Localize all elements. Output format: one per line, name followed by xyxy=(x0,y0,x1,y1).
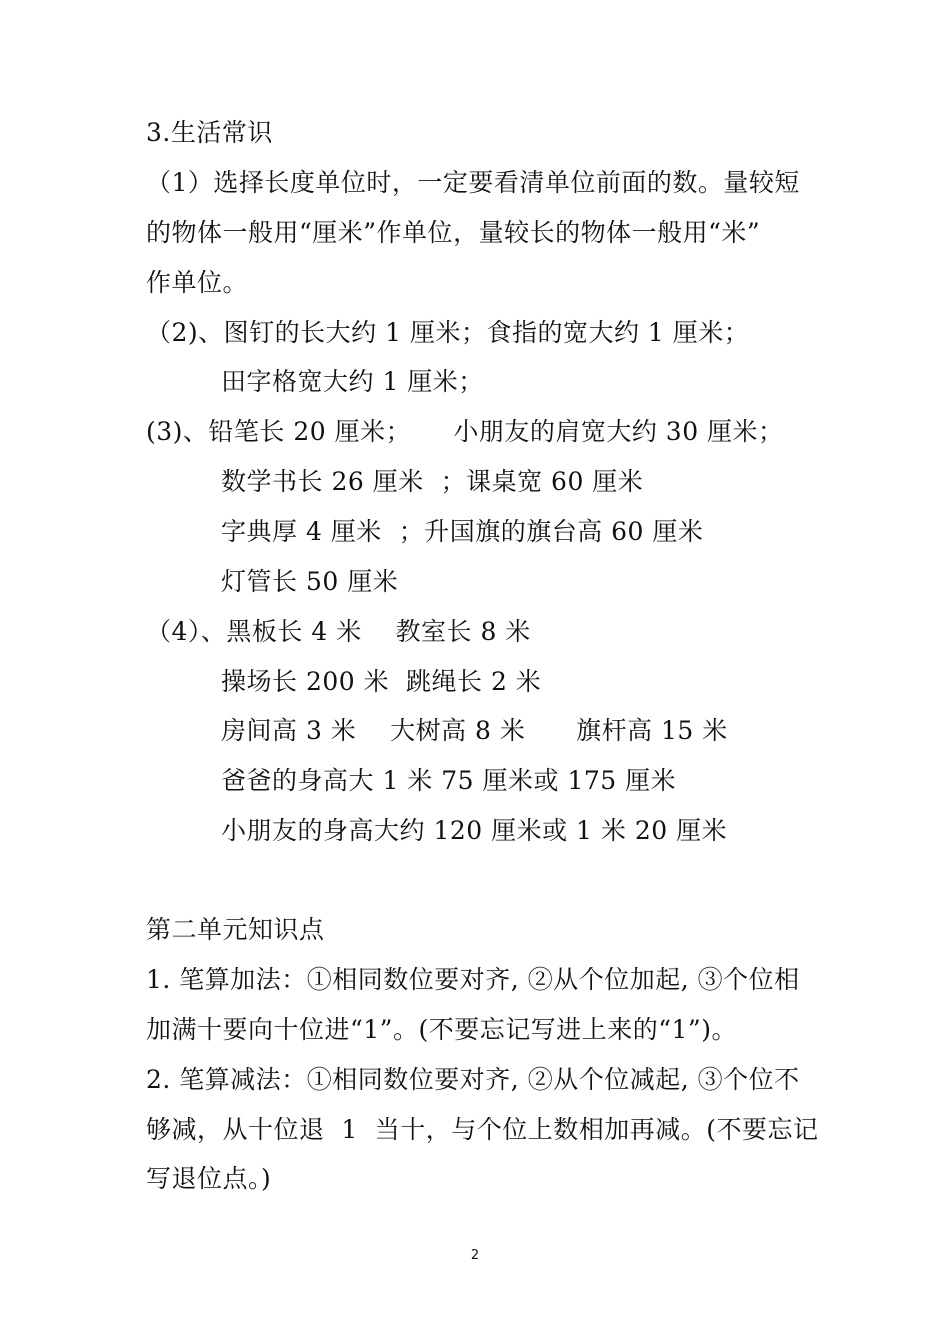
paragraph-line: 够减，从十位退 1 当十，与个位上数相加再减。(不要忘记 xyxy=(146,1115,819,1144)
paragraph-line: （1）选择长度单位时，一定要看清单位前面的数。量较短 xyxy=(146,168,800,197)
paragraph-line: 爸爸的身高大 1 米 75 厘米或 175 厘米 xyxy=(221,766,677,795)
paragraph-line: （2)、图钉的长大约 1 厘米；食指的宽大约 1 厘米； xyxy=(146,318,750,347)
paragraph-line: 字典厚 4 厘米 ；升国旗的旗台高 60 厘米 xyxy=(221,517,704,546)
paragraph-line: 操场长 200 米 跳绳长 2 米 xyxy=(221,667,542,696)
paragraph-line: 写退位点。) xyxy=(146,1164,272,1193)
paragraph-line: 2. 笔算减法：①相同数位要对齐, ②从个位减起, ③个位不 xyxy=(146,1065,800,1094)
paragraph-line: (3)、铅笔长 20 厘米； 小朋友的肩宽大约 30 厘米； xyxy=(146,417,784,446)
paragraph-line: 的物体一般用“厘米”作单位，量较长的物体一般用“米” xyxy=(146,218,761,247)
paragraph-line: 数学书长 26 厘米 ；课桌宽 60 厘米 xyxy=(221,467,644,496)
paragraph-line: （4）、黑板长 4 米 教室长 8 米 xyxy=(146,617,531,646)
paragraph-line: 房间高 3 米 大树高 8 米 旗杆高 15 米 xyxy=(221,716,728,745)
page-number: 2 xyxy=(470,1248,480,1263)
section-heading: 3.生活常识 xyxy=(146,118,273,147)
section-heading: 第二单元知识点 xyxy=(146,915,325,944)
paragraph-line: 田字格宽大约 1 厘米； xyxy=(221,367,484,396)
paragraph-line: 小朋友的身高大约 120 厘米或 1 米 20 厘米 xyxy=(221,816,728,845)
paragraph-line: 灯管长 50 厘米 xyxy=(221,567,399,596)
paragraph-line: 1. 笔算加法：①相同数位要对齐, ②从个位加起, ③个位相 xyxy=(146,965,800,994)
paragraph-line: 作单位。 xyxy=(146,268,249,297)
paragraph-line: 加满十要向十位进“1”。(不要忘记写进上来的“1”)。 xyxy=(146,1015,737,1044)
